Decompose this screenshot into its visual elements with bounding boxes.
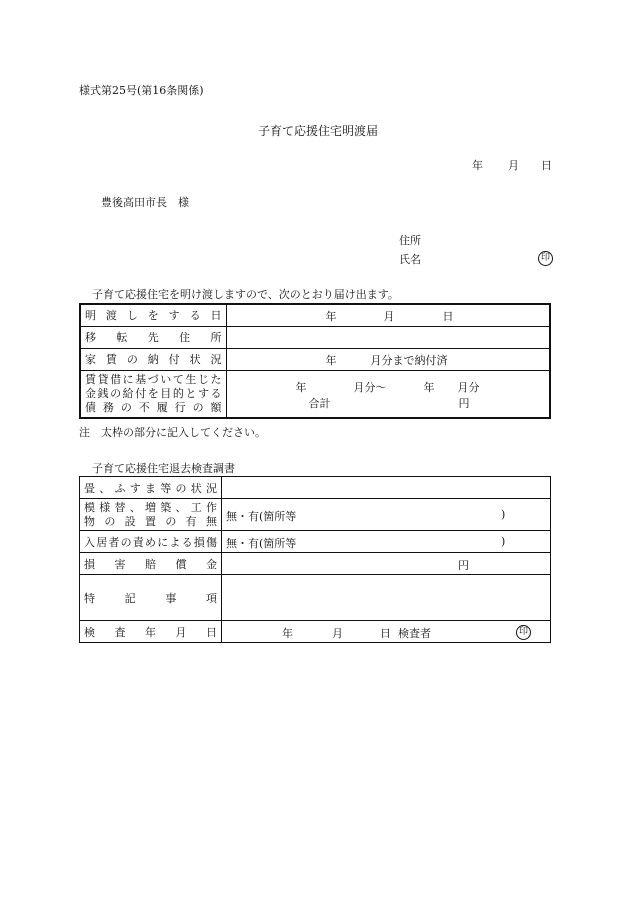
inspection-table (79, 476, 551, 643)
month-label: 月 (383, 310, 395, 324)
label-text: 賃貸借に基づいて生じた (85, 372, 222, 386)
month-label: 月 (332, 626, 343, 640)
address-label: 住所 (399, 234, 421, 247)
page-title: 子育て応援住宅明渡届 (258, 124, 379, 138)
table-row (80, 304, 550, 326)
day-label: 日 (380, 626, 391, 640)
damage-field[interactable] (222, 531, 551, 553)
damage-label (80, 531, 222, 553)
default-amount-field[interactable] (226, 370, 550, 418)
inspector-label: 検査者 (398, 626, 431, 640)
vacate-date-field[interactable] (226, 304, 550, 326)
yen-label: 円 (458, 558, 469, 572)
seal-mark-wrap (538, 250, 553, 266)
rent-status-label (80, 348, 226, 370)
table-row (80, 621, 551, 643)
inspection-date-field[interactable] (222, 621, 551, 643)
remarks-field[interactable] (222, 575, 551, 621)
seal-icon: 印 (516, 625, 531, 640)
month-from-label: 月分〜 (353, 380, 387, 394)
table-row (80, 477, 551, 499)
compensation-field[interactable] (222, 553, 551, 575)
date-year-label: 年 (472, 159, 483, 172)
label-text: 模様替、増築、工作 (84, 500, 217, 514)
table-row (80, 326, 550, 348)
date-day-label: 日 (541, 159, 552, 172)
new-address-field[interactable] (226, 326, 550, 348)
label-text: 移転先住所 (85, 331, 222, 344)
name-label: 氏名 (399, 253, 421, 266)
close-paren: ) (501, 534, 506, 548)
year-label: 年 (325, 354, 337, 367)
label-text: 家賃の納付状況 (85, 353, 222, 366)
label-text: 損害賠償金 (84, 557, 217, 571)
table-row (80, 499, 551, 531)
seal-icon: 印 (538, 251, 553, 266)
label-text: 金銭の給付を目的とする (85, 386, 222, 400)
inspection-date-label (80, 621, 222, 643)
label-text: 入居者の責めによる損傷 (84, 535, 217, 549)
new-address-label (80, 326, 226, 348)
vacate-date-label (80, 304, 226, 326)
rent-paid-text: 月分まで納付済 (370, 354, 448, 367)
intro-text: 子育て応援住宅を明け渡しますので、次のとおり届け出ます。 (92, 288, 399, 301)
table-row (80, 348, 550, 370)
label-text: 畳、ふすま等の状況 (84, 481, 217, 495)
month-to-label: 月分 (457, 380, 480, 394)
presence-text: 無・有(箇所等 (226, 536, 297, 550)
tatami-status-label (80, 477, 222, 499)
date-month-label: 月 (508, 159, 519, 172)
year-label: 年 (423, 380, 435, 394)
year-label: 年 (325, 310, 337, 324)
form-number: 様式第25号(第16条関係) (79, 84, 204, 97)
remodel-field[interactable] (222, 499, 551, 531)
presence-text: 無・有(箇所等 (226, 509, 297, 523)
year-label: 年 (295, 380, 307, 394)
table-row (80, 553, 551, 575)
table-row (80, 575, 551, 621)
addressee: 豊後高田市長 様 (101, 196, 189, 209)
close-paren: ) (501, 507, 506, 521)
year-label: 年 (282, 626, 293, 640)
yen-label: 円 (458, 396, 470, 410)
tatami-status-field[interactable] (222, 477, 551, 499)
table-row (80, 370, 550, 418)
table-row (80, 531, 551, 553)
label-text: 債務の不履行の額 (85, 400, 222, 414)
notification-table (79, 303, 551, 419)
total-label: 合計 (308, 396, 331, 410)
label-text: 物の設置の有無 (84, 514, 217, 528)
label-text: 明渡しをする日 (85, 309, 222, 323)
note-text: 注 太枠の部分に記入してください。 (79, 426, 266, 439)
label-text: 特記事項 (84, 591, 217, 605)
remarks-label (80, 575, 222, 621)
remodel-label (80, 499, 222, 531)
day-label: 日 (442, 310, 454, 324)
section-title: 子育て応援住宅退去検査調書 (92, 462, 235, 475)
default-amount-label (80, 370, 226, 418)
rent-status-field[interactable] (226, 348, 550, 370)
label-text: 検査年月日 (84, 625, 217, 639)
compensation-label (80, 553, 222, 575)
